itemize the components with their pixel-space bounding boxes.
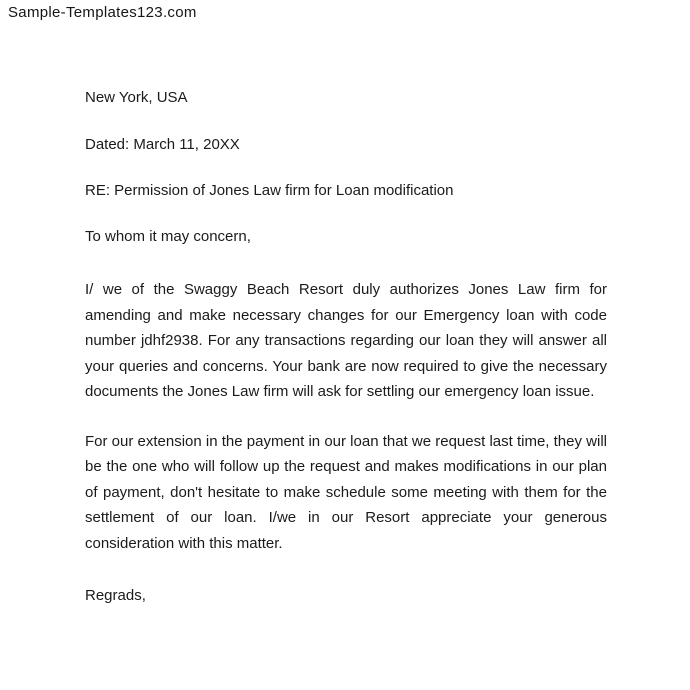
letter-date: Dated: March 11, 20XX: [85, 136, 240, 153]
letter-closing: Regrads,: [85, 587, 146, 604]
letter-subject: RE: Permission of Jones Law firm for Loan modification: [85, 182, 454, 199]
letter-body: [85, 0, 607, 606]
letter-salutation: To whom it may concern,: [85, 228, 251, 245]
letter-paragraph-extension: For our extension in the payment in our loan that we request last time, they will be the one who will follow up the request and makes modifications in our plan of payment, don't hesitate to make schedule some meeting with them for the settlement of our loan. I/we in our Resort appreciate your generous consideration with this matter.: [85, 432, 607, 552]
letter-paragraph-authorization: I/ we of the Swaggy Beach Resort duly authorizes Jones Law firm for amending and make necessary changes for our Emergency loan with code number jdhf2938. For any transactions regarding our loan they will answer all your queries and concerns. Your bank are now required to give the necessary documents the Jones Law firm will ask for settling our emergency loan issue.: [85, 281, 607, 400]
letter-location: New York, USA: [85, 89, 188, 106]
site-watermark: Sample-Templates123.com: [8, 4, 197, 21]
